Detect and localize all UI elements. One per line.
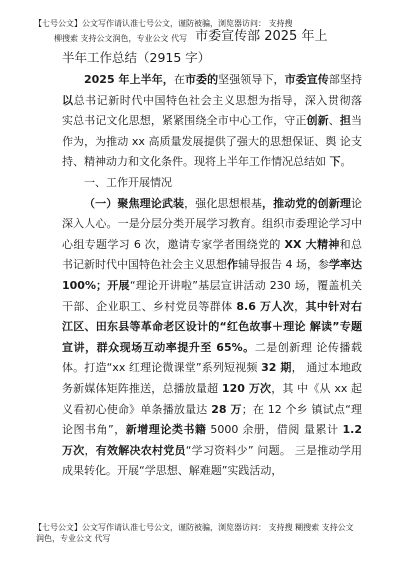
text-run: 担: [339, 114, 352, 128]
document-body: [62, 70, 362, 482]
text-run: 、: [328, 114, 340, 128]
text-run: 二是创新理 论传播载体。打造“xx 红理论微课堂”系列短视频: [62, 340, 362, 375]
text-run: 市委宣传: [284, 73, 329, 86]
watermark-header-line2: [34, 29, 384, 44]
watermark-header: [34, 18, 384, 44]
text-run: ，: [84, 443, 96, 457]
section1-paragraph: [62, 194, 362, 482]
text-run: 学率达 100%；开展: [62, 258, 362, 292]
watermark-header-small: 柳搜索 支持公文润色，专业公文 代写: [54, 34, 188, 43]
text-run: 1.2 万次: [62, 423, 363, 457]
text-run: 其中针对右江区、田东县等革命老区设计的“红色故事＋理论 解读”专题宣讲，群众现场互动率提升至 65%。: [62, 299, 363, 354]
text-run: 5000 余册，借阅 量累计: [206, 423, 343, 437]
text-run: “理论开讲啦”基层宣讲活动 230 场，覆盖机关干部、企业职工、乡村党员等群体: [62, 278, 363, 313]
document-title-line2: 半年工作总结（2915 字）: [62, 50, 211, 65]
text-run: 2025 年上半年，: [84, 73, 174, 86]
text-run: 120 万次: [221, 381, 272, 395]
text-run: ，推动党的创新理: [262, 196, 351, 210]
text-run: 下: [329, 155, 341, 169]
watermark-header-line1: 【七号公文】公文写作请认准七号公文，谨防被骗，浏览器访问： 支持搜: [34, 19, 293, 28]
text-run: XX 大精神: [284, 237, 340, 251]
section1-heading: 一、工作开展情况: [84, 175, 172, 189]
text-run: “学习资料少” 问题。 三是推动学用成果转化。开展“学思想、解难题”实践活动，: [62, 443, 363, 478]
text-run: 辅导报告 4 场，参: [238, 258, 329, 272]
text-run: 有效解决农村党员: [95, 443, 186, 457]
intro-paragraph: [62, 70, 362, 173]
text-run: 论深入人心。一是分层分类开展学习教育。组织市委理论学习中心组专题学习 6 次，邀请专家学者围绕党的: [62, 196, 362, 251]
text-run: ， 通过本地政务新媒体矩阵推送，总播放量超: [62, 361, 362, 395]
text-run: ，强化思想根基: [184, 196, 262, 210]
text-run: 。: [340, 155, 352, 169]
text-run: ；在 12 个乡 镇试点“理论图书角”，: [62, 402, 363, 437]
text-run: 市委的: [184, 73, 219, 86]
text-run: ，其 中《从 xx 起义看初心使命》单条播放量达: [62, 381, 363, 416]
text-run: 新增理论类书籍: [125, 423, 207, 437]
watermark-footer: [34, 522, 384, 544]
text-run: 创新: [306, 114, 329, 128]
watermark-footer-line1: 【七号公文】公文写作请认准七号公文，谨防被骗，浏览器访问： 支持搜 糊搜索 支持公文: [34, 523, 354, 532]
text-run: ，: [294, 299, 306, 313]
text-run: （一）聚焦理论武装: [84, 196, 185, 210]
text-run: 坚强领导下，: [218, 73, 285, 86]
text-run: 在: [173, 73, 185, 86]
text-run: 8.6 万人次: [236, 299, 295, 313]
text-run: 当作为，为推动 xx 高质量发展提供了强大的思想保证、舆 论支持、精神动力和文化条件。现将上半年工作情况总结如: [62, 114, 363, 169]
text-run: 28 万: [211, 402, 242, 416]
text-run: 作: [227, 258, 238, 272]
text-run: 和总书记新时代中国特色社会主义思想: [62, 237, 363, 272]
text-run: 32 期: [261, 361, 292, 375]
text-run: 以: [62, 93, 74, 107]
document-title-line1: 市委宣传部 2025 年上: [195, 29, 328, 44]
watermark-footer-line2: 润色，专业公文 代写: [36, 534, 111, 543]
text-run: 总书记新时代中国特色社会主义思想为指导，深入贯彻落 实总书记文化思想，紧紧围绕全市中心工作，守正: [62, 93, 363, 128]
text-run: 部坚持: [328, 73, 363, 86]
